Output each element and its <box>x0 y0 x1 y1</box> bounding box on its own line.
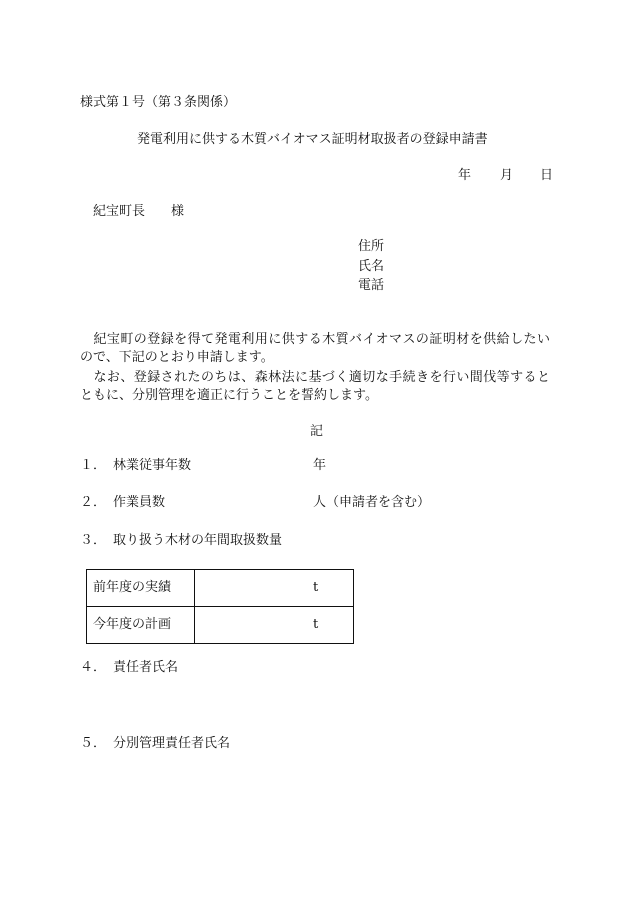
address-label: 住所 <box>358 239 385 254</box>
item-label: 取り扱う木材の年間取扱数量 <box>113 533 283 548</box>
item-label: 責任者氏名 <box>113 660 179 675</box>
item-label: 作業員数 <box>113 495 166 510</box>
table-row <box>87 607 354 644</box>
date-month-label: 月 <box>500 168 514 183</box>
table-cell-label: 前年度の実績 <box>87 570 195 607</box>
paragraph2-line1: なお、登録されたのちは、森林法に基づく適切な手続きを行い間伐等すると <box>80 370 550 385</box>
date-day-label: 日 <box>540 168 554 183</box>
phone-label: 電話 <box>358 278 385 293</box>
ki-heading: 記 <box>310 424 324 439</box>
item-number: ５． <box>80 736 107 751</box>
paragraph1-line1: 紀宝町の登録を得て発電利用に供する木質バイオマスの証明材を供給したい <box>80 332 550 347</box>
date-year-label: 年 <box>458 168 472 183</box>
item-label: 分別管理責任者氏名 <box>113 736 231 751</box>
item-unit: 年 <box>313 458 327 473</box>
paragraph2-line2: ともに、分別管理を適正に行うことを誓約します。 <box>80 388 378 403</box>
table-cell-value <box>195 570 354 607</box>
table-cell-value <box>195 607 354 644</box>
item-number: ２． <box>80 495 107 510</box>
item-number: ３． <box>80 533 107 548</box>
item-unit: 人（申請者を含む） <box>313 495 431 510</box>
item-label: 林業従事年数 <box>113 458 192 473</box>
item-number: ４． <box>80 660 107 675</box>
document-title: 発電利用に供する木質バイオマス証明材取扱者の登録申請書 <box>137 132 488 147</box>
table-cell-unit: t <box>313 617 319 632</box>
volume-table <box>86 569 354 644</box>
name-label: 氏名 <box>358 259 385 274</box>
table-cell-unit: t <box>313 580 319 595</box>
addressee: 紀宝町長 様 <box>93 204 185 219</box>
form-number-label: 様式第１号（第３条関係） <box>80 95 237 110</box>
paragraph1-line2: ので、下記のとおり申請します。 <box>80 350 274 365</box>
table-row <box>87 570 354 607</box>
item-number: １． <box>80 458 107 473</box>
table-cell-label: 今年度の計画 <box>87 607 195 644</box>
